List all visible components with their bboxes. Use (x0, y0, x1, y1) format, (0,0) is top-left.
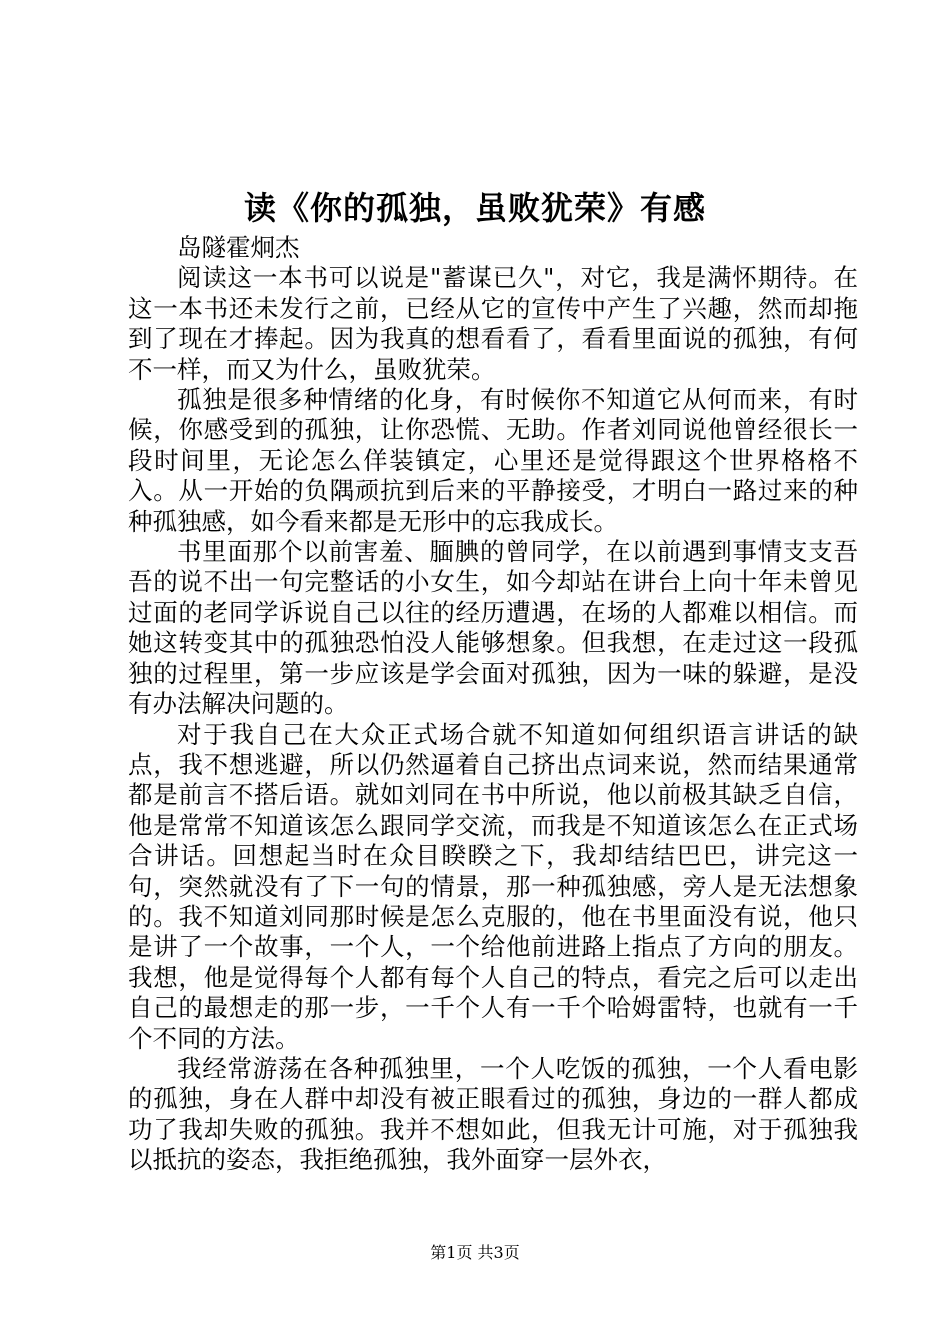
paragraph: 书里面那个以前害羞、腼腆的曾同学，在以前遇到事情支支吾吾的说不出一句完整话的小女生，如今却站在讲台上向十年未曾见过面的老同学诉说自己以往的经历遭遇，在场的人都难以相信。而她这转变其中的孤独恐怕没人能够想象。但我想，在走过这一段孤独的过程里，第一步应该是学会面对孤独，因为一味的躲避，是没有办法解决问题的。 (128, 537, 858, 719)
paragraph: 阅读这一本书可以说是"蓄谋已久"，对它，我是满怀期待。在这一本书还未发行之前，已经从它的宣传中产生了兴趣，然而却拖到了现在才捧起。因为我真的想看看了，看看里面说的孤独，有何不一样，而又为什么，虽败犹荣。 (128, 263, 858, 384)
author-line: 岛隧霍炯杰 (177, 233, 300, 262)
paragraph: 我经常游荡在各种孤独里，一个人吃饭的孤独，一个人看电影的孤独，身在人群中却没有被正眼看过的孤独，身边的一群人都成功了我却失败的孤独。我并不想如此，但我无计可施，对于孤独我以抵抗的姿态，我拒绝孤独，我外面穿一层外衣， (128, 1053, 858, 1175)
page-footer: 第1页 共3页 (430, 1243, 520, 1262)
document-title: 读《你的孤独，虽败犹荣》有感 (243, 189, 706, 227)
paragraph: 对于我自己在大众正式场合就不知道如何组织语言讲话的缺点，我不想逃避，所以仍然逼着自己挤出点词来说，然而结果通常都是前言不搭后语。就如刘同在书中所说，他以前极其缺乏自信，他是常常不知道该怎么跟同学交流，而我是不知道该怎么在正式场合讲话。回想起当时在众目睽睽之下，我却结结巴巴，讲完这一句，突然就没有了下一句的情景，那一种孤独感，旁人是无法想象的。我不知道刘同那时候是怎么克服的，他在书里面没有说，他只是讲了一个故事，一个人，一个给他前进路上指点了方向的朋友。我想，他是觉得每个人都有每个人自己的特点，看完之后可以走出自己的最想走的那一步，一千个人有一千个哈姆雷特，也就有一千个不同的方法。 (128, 719, 858, 1053)
document-body (128, 233, 858, 1176)
paragraph: 孤独是很多种情绪的化身，有时候你不知道它从何而来，有时候，你感受到的孤独，让你恐慌、无助。作者刘同说他曾经很长一段时间里，无论怎么佯装镇定，心里还是觉得跟这个世界格格不入。从一开始的负隅顽抗到后来的平静接受，才明白一路过来的种种孤独感，如今看来都是无形中的忘我成长。 (128, 385, 858, 536)
